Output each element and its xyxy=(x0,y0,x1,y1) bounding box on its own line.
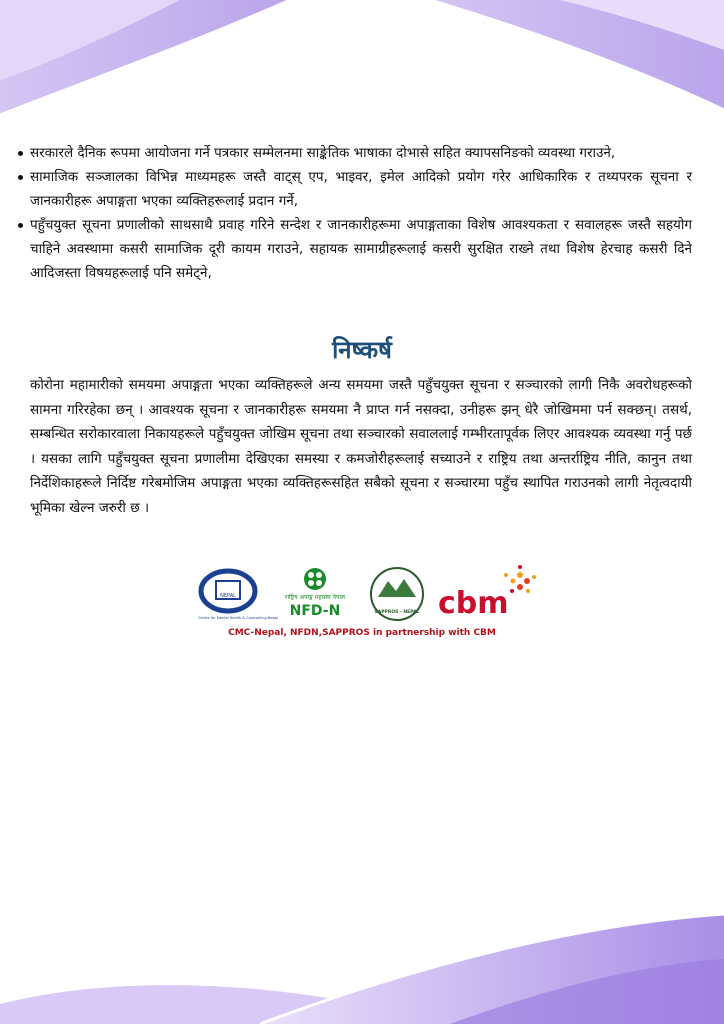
nfdn-name: NFD-N xyxy=(289,603,341,619)
cmc-badge: NEPAL xyxy=(220,593,236,599)
conclusion-paragraph: कोरोना महामारीको समयमा अपाङ्गता भएका व्यक्तिहरूले अन्य समयमा जस्तै पहुँचयुक्त सूचना र सञ्चारको लागी निकै अवरोधहरूको सामना गरिरहेका छन् । आवश्यक सूचना र जानकारीहरू समयमा नै प्राप्त गर्न नसक्दा, उनीहरू झन् धेरै जोखिममा पर्न सक्छन्। तसर्थ, सम्बन्धित सरोकारवाला निकायहरूले पहुँचयुक्त जोखिम सूचना तथा सञ्चारको सवाललाई गम्भीरतापूर्वक लिएर आवश्यक व्यवस्था गर्नु पर्छ । यसका लागि पहुँचयुक्त सूचना प्रणालीमा देखिएका समस्या र कमजोरीहरूलाई सच्याउने र राष्ट्रिय तथा अन्तर्राष्ट्रिय नीति, कानुन तथा निर्देशिकाहरूले निर्दिष्ट गरेबमोजिम अपाङ्गता भएका व्यक्तिहरूसहित सबैको सूचना र सञ्चारमा पहुँच स्थापित गराउनको लागी नेतृत्वदायी भूमिका खेल्न जरुरी छ । xyxy=(30,377,692,516)
cmc-nepal-logo xyxy=(198,571,278,620)
top-wave-decoration xyxy=(0,0,724,140)
list-item: सरकारले दैनिक रूपमा आयोजना गर्ने पत्रकार सम्मेलनमा साङ्केतिक भाषाका दोभासे सहित क्यापसनिङको व्यवस्था गराउने, xyxy=(16,141,692,165)
list-item: सामाजिक सञ्जालका विभिन्न माध्यमहरू जस्तै वाट्स् एप, भाइवर, इमेल आदिको प्रयोग गरेर आधिकारिक र तथ्यपरक सूचना र जानकारीहरू अपाङ्गता भएका व्यक्तिहरूलाई प्रदान गर्ने, xyxy=(16,165,692,213)
bottom-wave-decoration xyxy=(0,904,724,1024)
recommendation-list xyxy=(16,141,692,285)
sappros-logo xyxy=(371,568,423,620)
list-item: पहुँचयुक्त सूचना प्रणालीको साथसाथै प्रवाह गरिने सन्देश र जानकारीहरूमा अपाङ्गताका विशेष आवश्यकता र सवालहरू जस्तै सहयोग चाहिने अवस्थामा कसरी सामाजिक दूरी कायम गराउने, सहायक सामाग्रीहरूलाई कसरी सुरक्षित राख्ने तथा विशेष हेरचाह कसरी दिने आदिजस्ता विषयहरूलाई पनि समेट्ने, xyxy=(16,213,692,285)
partnership-caption: CMC-Nepal, NFDN,SAPPROS in partnership with CBM xyxy=(228,628,496,638)
partner-logos xyxy=(190,565,550,623)
cmc-logo-text: Centre for Mental Health & Counselling-Nepal xyxy=(198,616,278,620)
cbm-logo xyxy=(438,565,536,621)
sappros-text: SAPPROS - NEPAL xyxy=(374,610,420,615)
conclusion-heading: निष्कर्ष xyxy=(332,336,392,364)
nfdn-logo xyxy=(285,568,346,619)
nfdn-tagline: राष्ट्रिय अपाङ्ग महासंघ नेपाल xyxy=(285,594,345,601)
cbm-name: cbm xyxy=(438,586,509,621)
